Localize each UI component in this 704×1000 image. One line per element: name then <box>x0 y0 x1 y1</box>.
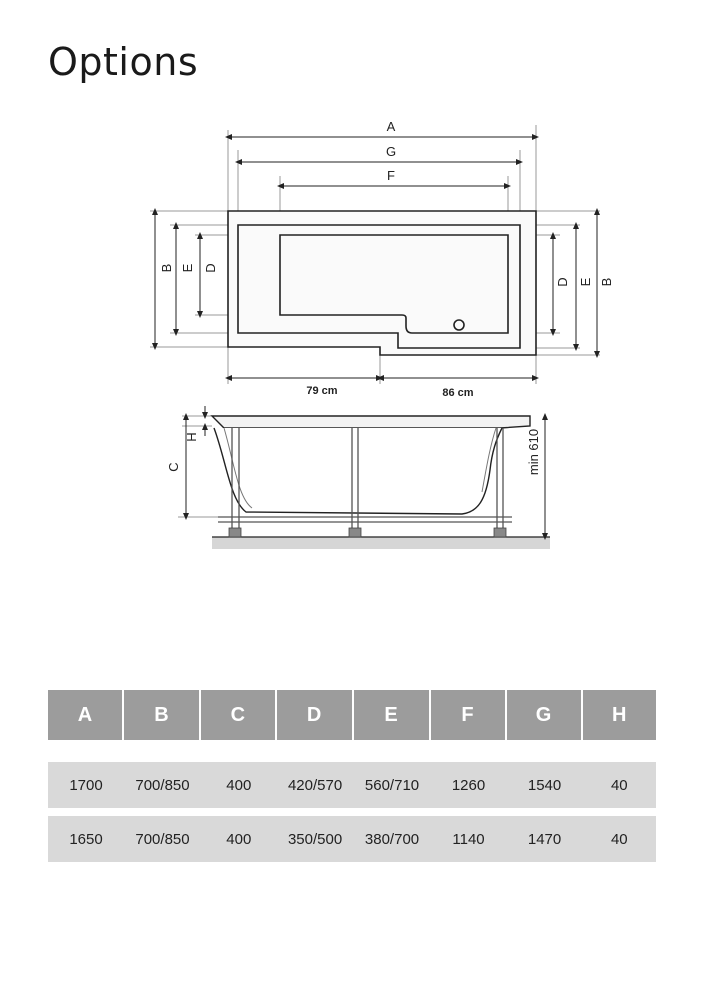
table-cell: 400 <box>201 816 277 862</box>
table-cell: 420/570 <box>277 762 354 808</box>
table-cell: 380/700 <box>354 816 431 862</box>
dim-label-g: G <box>385 144 397 159</box>
dim-label-e-left: E <box>180 263 195 273</box>
floor <box>212 537 550 549</box>
table-row <box>48 762 656 808</box>
table-header-f: F <box>431 690 507 740</box>
dim-label-f: F <box>387 168 395 183</box>
dimensions-table <box>48 690 656 862</box>
table-cell: 1140 <box>431 816 507 862</box>
table-header-h: H <box>583 690 656 740</box>
table-cell: 400 <box>201 762 277 808</box>
table-cell: 1470 <box>507 816 583 862</box>
segment-right-label: 86 cm <box>442 387 474 399</box>
segment-left-label: 79 cm <box>306 385 338 397</box>
top-view <box>150 119 614 399</box>
adjustable-feet <box>229 528 506 537</box>
table-cell: 1260 <box>431 762 507 808</box>
min-height-label: min 610 <box>526 428 541 476</box>
dim-label-e-right: E <box>578 277 593 287</box>
side-view <box>166 406 550 549</box>
table-cell: 40 <box>583 762 656 808</box>
table-header-g: G <box>507 690 583 740</box>
bathtub-rim <box>212 416 530 428</box>
dim-label-d-right: D <box>555 277 570 287</box>
table-header-a: A <box>48 690 124 740</box>
dim-label-c: C <box>166 462 181 472</box>
dim-label-d-left: D <box>203 263 218 273</box>
table-header-c: C <box>201 690 277 740</box>
dim-label-b-right: B <box>599 277 614 287</box>
table-cell: 1540 <box>507 762 583 808</box>
table-header-d: D <box>277 690 354 740</box>
table-row <box>48 816 656 862</box>
dim-label-b-left: B <box>159 263 174 273</box>
table-header-b: B <box>124 690 201 740</box>
table-cell: 700/850 <box>124 762 201 808</box>
dim-label-a: A <box>386 119 396 134</box>
table-cell: 1700 <box>48 762 124 808</box>
table-cell: 560/710 <box>354 762 431 808</box>
table-cell: 40 <box>583 816 656 862</box>
table-header-e: E <box>354 690 431 740</box>
page-title: Options <box>48 40 199 84</box>
table-header-row <box>48 690 656 740</box>
bathtub-outline-top <box>228 211 536 355</box>
table-cell: 700/850 <box>124 816 201 862</box>
table-cell: 1650 <box>48 816 124 862</box>
table-cell: 350/500 <box>277 816 354 862</box>
dim-label-h: H <box>184 432 199 442</box>
